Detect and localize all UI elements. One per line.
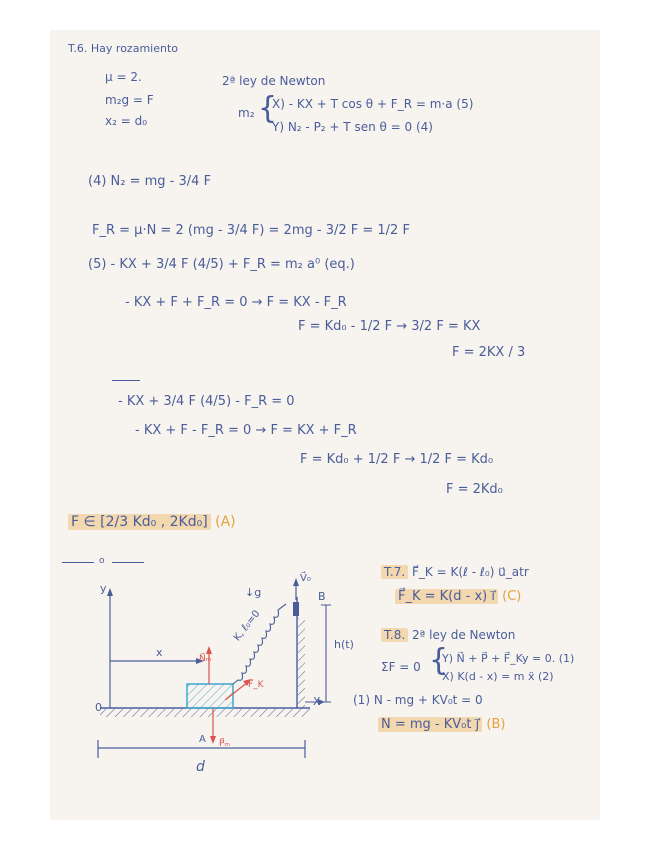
newton-law-title: 2ª ley de Newton <box>222 74 326 88</box>
point-b-marker <box>293 602 299 616</box>
equation-x: X) - KX + T cos θ + F_R = m·a (5) <box>272 97 474 111</box>
equation-5-line: (5) - KX + 3/4 F (4/5) + F_R = m₂ a⁰ (eq.) <box>88 257 355 272</box>
t8-title: 2ª ley de Newton <box>412 628 516 642</box>
t7-boxed: F⃗_K = K(d - x) i⃗ <box>395 589 498 604</box>
normal-force-label: N⃗ₘ <box>199 654 212 664</box>
given-mu: μ = 2. <box>105 70 142 84</box>
y-axis-arrow <box>107 588 113 596</box>
y-axis-label: y <box>100 582 107 595</box>
point-b-label: B <box>318 590 326 603</box>
t8-brace: { <box>429 643 449 678</box>
origin-label: 0 <box>95 701 102 714</box>
t7-label: T.7. <box>381 565 408 579</box>
spring-force-label: F⃗_K <box>248 680 264 690</box>
final-answer-expression: F ∈ [2/3 Kd₀ , 2Kd₀] <box>68 514 211 530</box>
t8-y-equation: Y) N⃗ + P⃗ + F⃗_Ky = 0. (1) <box>442 652 575 665</box>
answer-tag: (A) <box>215 514 236 530</box>
wall-hatch <box>298 618 305 708</box>
weight-label: P⃗ₘ <box>219 739 231 749</box>
height-label: h(t) <box>334 638 354 651</box>
case2-line2: - KX + F - F_R = 0 → F = KX + F_R <box>135 423 357 438</box>
ground-hatch <box>100 709 310 717</box>
friction-line: F_R = μ·N = 2 (mg - 3/4 F) = 2mg - 3/2 F = 1/2 F <box>92 223 410 238</box>
t8-boxed: N = mg - KV₀t j⃗ <box>378 717 482 732</box>
case2-result: F = 2Kd₀ <box>446 482 503 497</box>
t7-equation: F⃗_K = K(ℓ - ℓ₀) u⃗_atr <box>412 565 529 579</box>
equation-y: Y) N₂ - P₂ + T sen θ = 0 (4) <box>272 120 433 134</box>
case1-line1: - KX + F + F_R = 0 → F = KX - F_R <box>125 295 347 310</box>
t7-tag: (C) <box>502 589 522 604</box>
given-weight: m₂g = F <box>105 93 154 107</box>
normal-force-line: (4) N₂ = mg - 3/4 F <box>88 174 212 189</box>
point-a-label: A <box>199 734 206 745</box>
t8-line1: (1) N - mg + KV₀t = 0 <box>353 693 483 707</box>
case1-line2: F = Kd₀ - 1/2 F → 3/2 F = KX <box>298 319 481 334</box>
separator-mark: o <box>99 556 105 566</box>
t8-tag: (B) <box>486 717 506 732</box>
t8-x-equation: X) K(d - x) = m ẍ (2) <box>442 670 554 683</box>
distance-label: d <box>196 759 205 775</box>
x-axis-label: X <box>313 695 321 708</box>
velocity-label: V⃗₀ <box>300 573 311 584</box>
case2-line3: F = Kd₀ + 1/2 F → 1/2 F = Kd₀ <box>300 452 494 467</box>
problem-header: T.6. Hay rozamiento <box>68 42 178 55</box>
brace-glyph: { <box>258 91 278 126</box>
gravity-label: ↓g <box>245 586 262 599</box>
t8-sum: ΣF = 0 <box>381 660 421 674</box>
x-position-label: x <box>156 646 163 659</box>
mass-label: m₂ <box>238 106 255 120</box>
spring-label: K, ℓ₀=0 <box>231 608 263 644</box>
case1-result: F = 2KX / 3 <box>452 345 526 360</box>
t8-label: T.8. <box>381 628 408 642</box>
given-position: x₂ = d₀ <box>105 114 148 128</box>
case2-line1: - KX + 3/4 F (4/5) - F_R = 0 <box>118 394 295 409</box>
block <box>187 684 233 708</box>
